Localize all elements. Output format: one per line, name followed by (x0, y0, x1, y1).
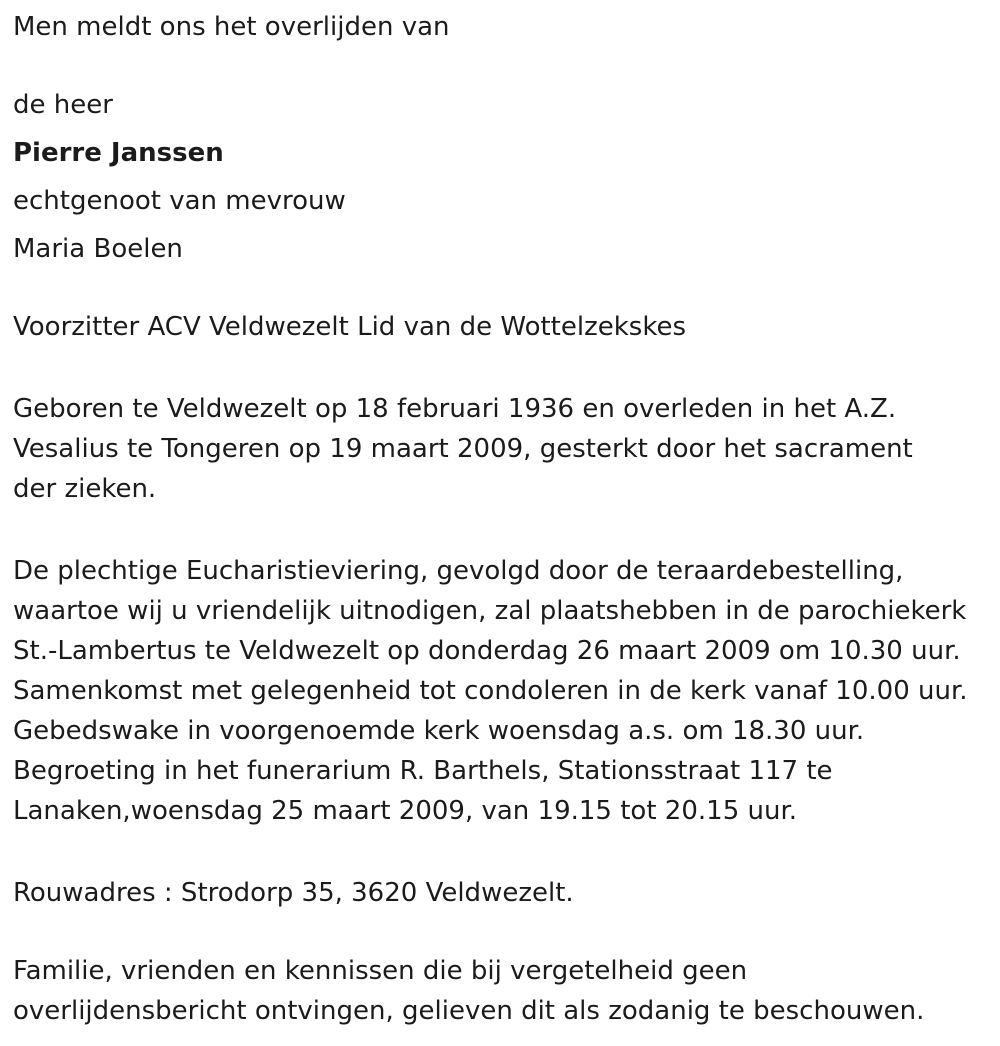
text-line: overlijdensbericht ontvingen, gelieven dit als zodanig te beschouwen. (13, 996, 925, 1026)
text-line: Familie, vrienden en kennissen die bij vergetelheid geen (13, 956, 748, 986)
salutation-line: de heer (13, 90, 113, 120)
mourning-address-line: Rouwadres : Strodorp 35, 3620 Veldwezelt. (13, 878, 574, 908)
birth-death-paragraph (13, 389, 992, 509)
text-line: Samenkomst met gelegenheid tot condoleren in de kerk vanaf 10.00 uur. (13, 676, 968, 706)
titles-line: Voorzitter ACV Veldwezelt Lid van de Wottelzekskes (13, 312, 687, 342)
text-line: Lanaken,woensdag 25 maart 2009, van 19.15 tot 20.15 uur. (13, 796, 798, 826)
intro-paragraph (13, 7, 992, 47)
text-line: waartoe wij u vriendelijk uitnodigen, zal plaatshebben in de parochiekerk (13, 596, 967, 626)
text-line: der zieken. (13, 474, 157, 504)
text-line: De plechtige Eucharistieviering, gevolgd door de teraardebestelling, (13, 556, 904, 586)
text-line: Gebedswake in voorgenoemde kerk woensdag a.s. om 18.30 uur. (13, 716, 865, 746)
deceased-identity-block (13, 81, 992, 273)
mourning-address-paragraph (13, 873, 992, 913)
spouse-name: Maria Boelen (13, 234, 183, 264)
text-line: Geboren te Veldwezelt op 18 februari 1936 en overleden in het A.Z. (13, 394, 897, 424)
relation-line: echtgenoot van mevrouw (13, 186, 346, 216)
text-line: Begroeting in het funerarium R. Barthels, Stationsstraat 117 te (13, 756, 833, 786)
closing-paragraph (13, 951, 992, 1031)
deceased-name: Pierre Janssen (13, 138, 224, 168)
text-line: St.-Lambertus te Veldwezelt op donderdag 26 maart 2009 om 10.30 uur. (13, 636, 961, 666)
intro-line: Men meldt ons het overlijden van (13, 12, 450, 42)
text-line: Vesalius te Tongeren op 19 maart 2009, gesterkt door het sacrament (13, 434, 913, 464)
titles-paragraph (13, 307, 992, 347)
service-paragraph (13, 551, 992, 831)
